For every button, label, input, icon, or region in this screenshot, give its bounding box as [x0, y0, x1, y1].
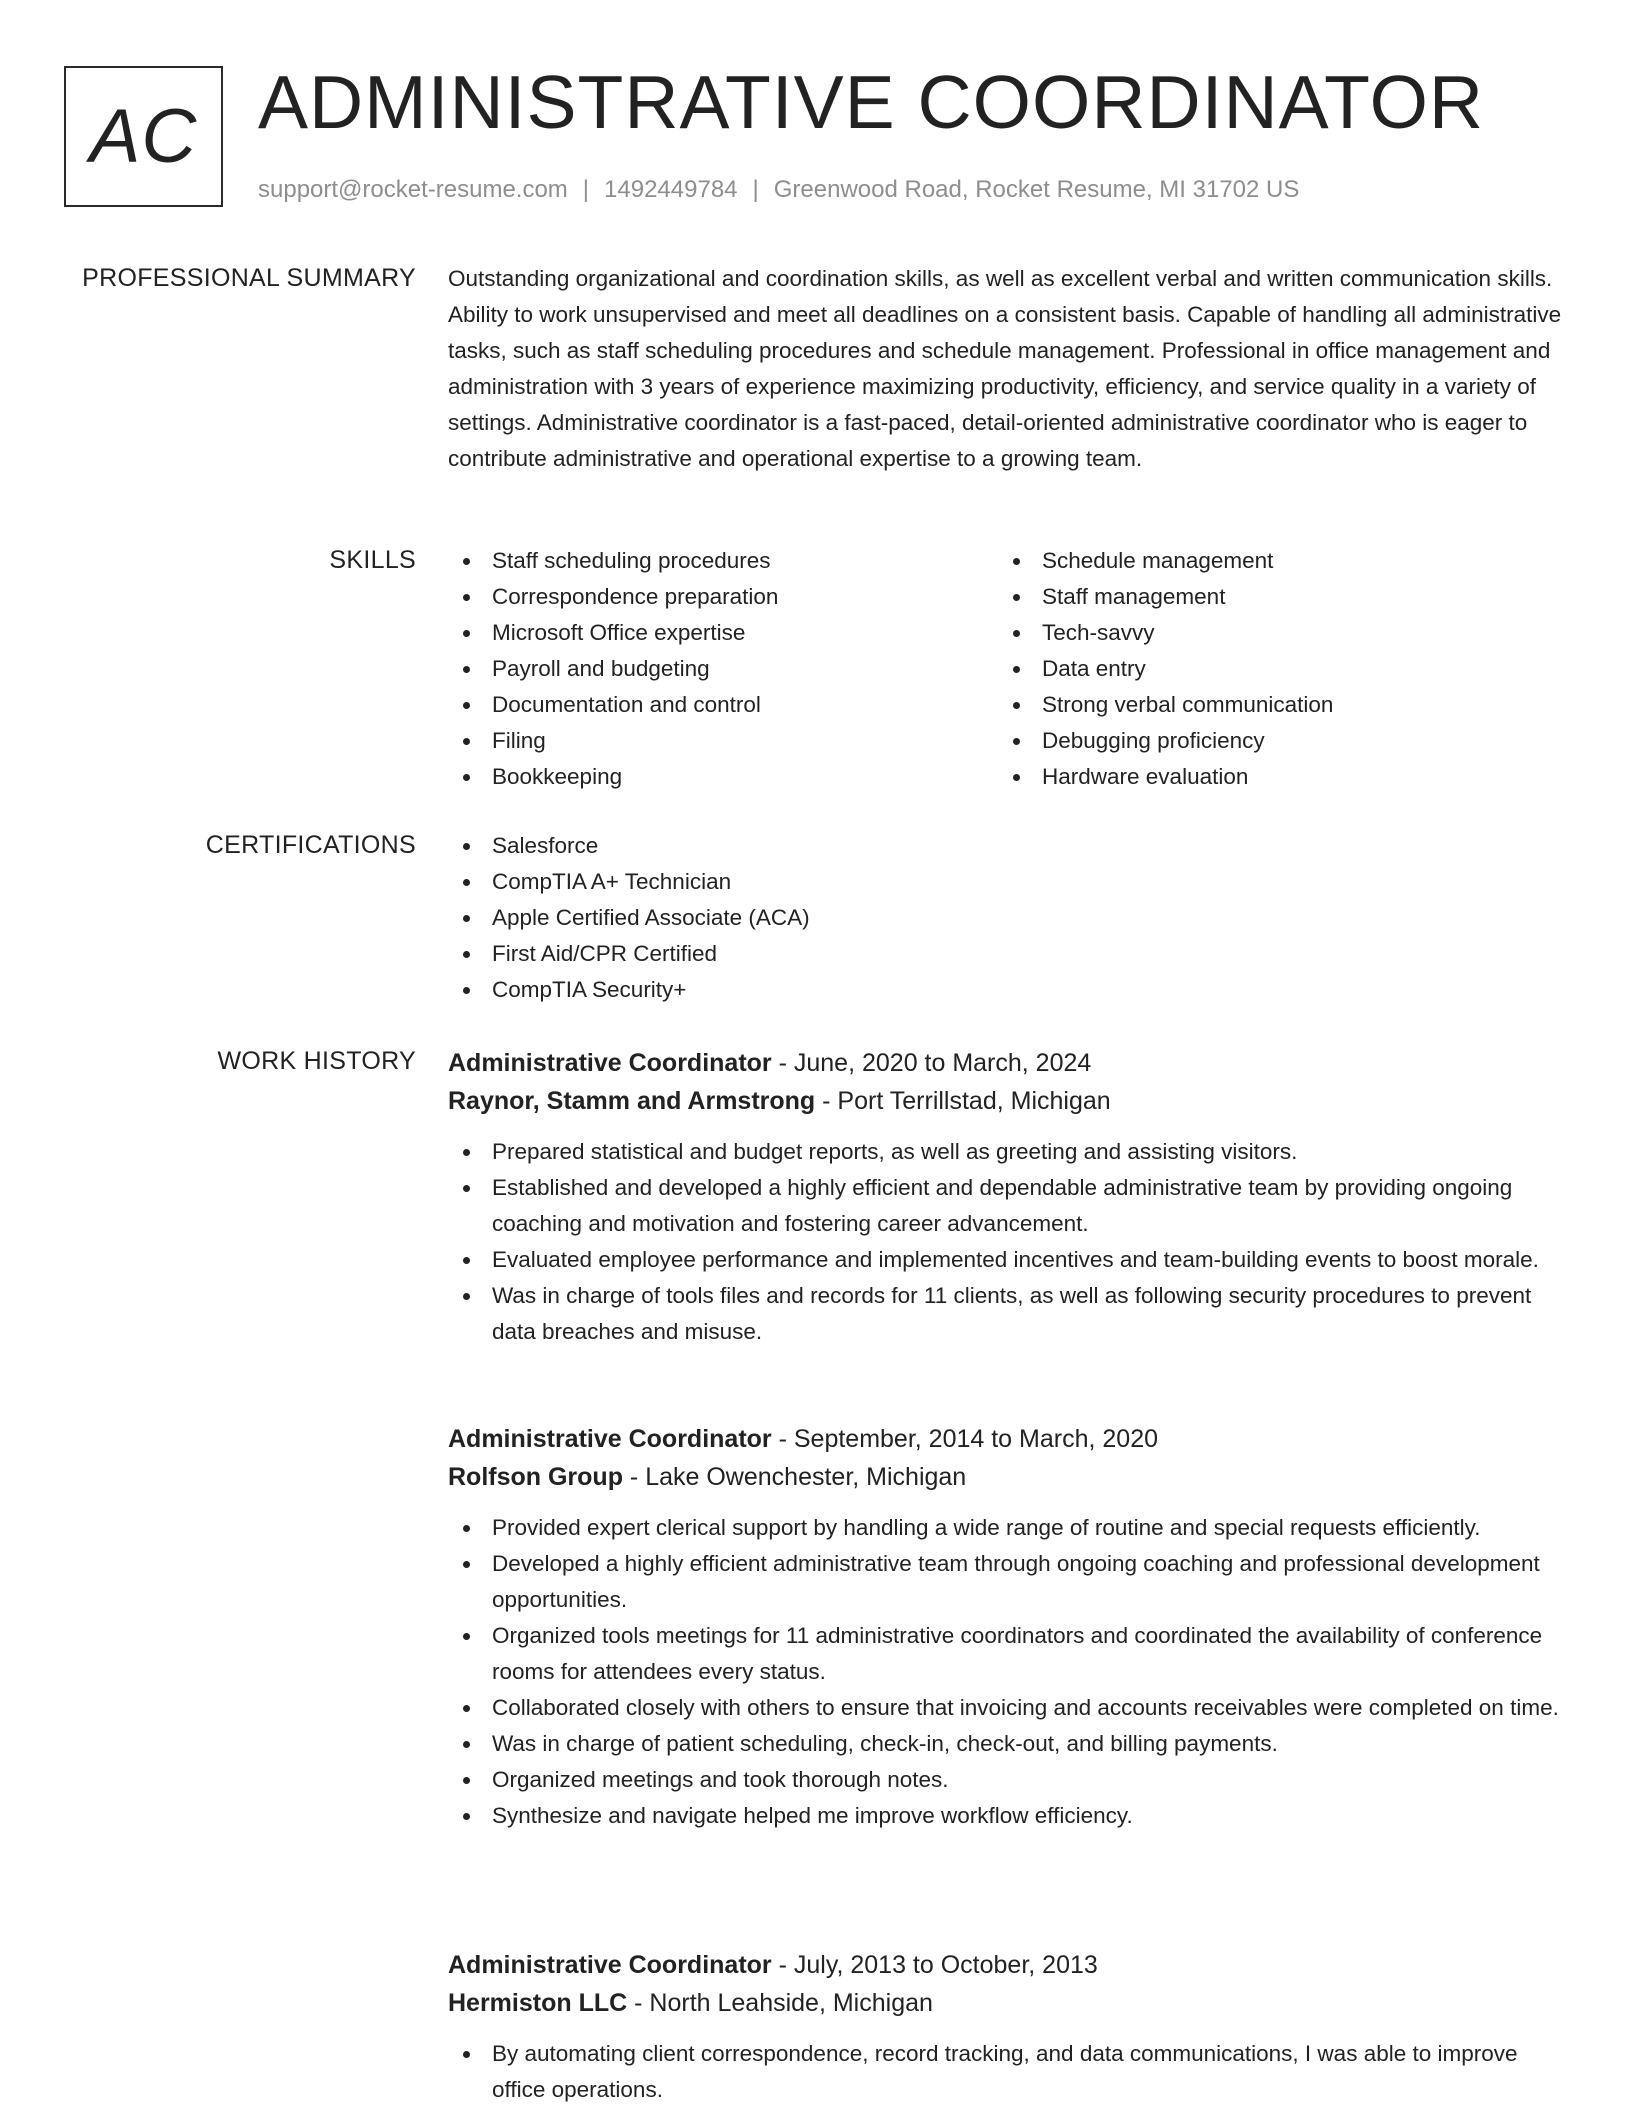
skill-item: Microsoft Office expertise — [448, 615, 998, 651]
job-location: - Port Terrillstad, Michigan — [815, 1087, 1111, 1115]
skill-item: Schedule management — [998, 543, 1548, 579]
skills-list — [448, 543, 1568, 795]
job-company: Hermiston LLC — [448, 1989, 628, 2017]
job-bullet: Was in charge of patient scheduling, check-in, check-out, and billing payments. — [448, 1726, 1568, 1762]
skill-item: Documentation and control — [448, 687, 998, 723]
section-label-work-history: WORK HISTORY — [217, 1047, 416, 1075]
summary-text: Outstanding organizational and coordination skills, as well as excellent verbal and written communication skills. Ability to work unsupervised and meet all deadlines on a consistent basis. Capable of handling all administrative tasks, such as staff scheduling procedures and schedule management. Professional in office management and administration with 3 years of experience maximizing productivity, efficiency, and service quality in a variety of settings. Administrative coordinator is a fast-paced, detail-oriented administrative coordinator who is eager to contribute administrative and operational expertise to a growing team. — [448, 266, 1562, 471]
job-bullet: Provided expert clerical support by handling a wide range of routine and special requests efficiently. — [448, 1510, 1568, 1546]
job-bullet: Evaluated employee performance and implemented incentives and team-building events to boost morale. — [448, 1242, 1568, 1278]
skill-item: Tech-savvy — [998, 615, 1548, 651]
skills-column-right — [998, 543, 1548, 795]
job-bullet: Collaborated closely with others to ensure that invoicing and accounts receivables were completed on time. — [448, 1690, 1568, 1726]
resume-title: ADMINISTRATIVE COORDINATOR — [258, 60, 1485, 144]
job-bullet: By automating client correspondence, record tracking, and data communications, I was able to improve office operations. — [448, 2036, 1568, 2108]
certification-item: First Aid/CPR Certified — [448, 936, 1568, 972]
job-title: Administrative Coordinator — [448, 1425, 772, 1453]
certifications-list — [448, 828, 1568, 1008]
skill-item: Hardware evaluation — [998, 759, 1548, 795]
contact-line — [258, 174, 1299, 206]
job-bullet: Was in charge of tools files and records for 11 clients, as well as following security procedures to prevent data breaches and misuse. — [448, 1278, 1568, 1350]
certification-item: Apple Certified Associate (ACA) — [448, 900, 1568, 936]
skill-item: Staff scheduling procedures — [448, 543, 998, 579]
job-bullet: Prepared statistical and budget reports, as well as greeting and assisting visitors. — [448, 1134, 1568, 1170]
job-bullets — [448, 1134, 1568, 1350]
skill-item: Filing — [448, 723, 998, 759]
contact-separator: | — [582, 176, 590, 203]
skill-item: Data entry — [998, 651, 1548, 687]
job-dates: - June, 2020 to March, 2024 — [771, 1049, 1092, 1077]
job-entry — [448, 1044, 1568, 1350]
job-entry — [448, 1420, 1568, 1834]
job-bullet: Organized tools meetings for 11 administrative coordinators and coordinated the availability of conference rooms for attendees every status. — [448, 1618, 1568, 1690]
section-label-certifications: CERTIFICATIONS — [205, 831, 416, 859]
contact-phone[interactable]: 1492449784 — [604, 176, 738, 203]
job-company: Raynor, Stamm and Armstrong — [448, 1087, 816, 1115]
job-title-line — [448, 1044, 1568, 1082]
job-bullet: Established and developed a highly efficient and dependable administrative team by providing ongoing coaching and motivation and fostering career advancement. — [448, 1170, 1568, 1242]
job-location: - North Leahside, Michigan — [627, 1989, 933, 2017]
contact-address: Greenwood Road, Rocket Resume, MI 31702 US — [773, 176, 1300, 203]
job-location: - Lake Owenchester, Michigan — [622, 1463, 967, 1491]
section-label-summary: PROFESSIONAL SUMMARY — [82, 264, 416, 292]
certification-item: CompTIA A+ Technician — [448, 864, 1568, 900]
skill-item: Payroll and budgeting — [448, 651, 998, 687]
skill-item: Staff management — [998, 579, 1548, 615]
job-bullets — [448, 1510, 1568, 1834]
job-title-line — [448, 1420, 1568, 1458]
job-bullet: Synthesize and navigate helped me improve workflow efficiency. — [448, 1798, 1568, 1834]
job-bullet: Organized meetings and took thorough notes. — [448, 1762, 1568, 1798]
job-dates: - July, 2013 to October, 2013 — [771, 1951, 1098, 1979]
job-bullets — [448, 2036, 1568, 2108]
monogram-logo: AC — [64, 66, 223, 207]
skill-item: Bookkeeping — [448, 759, 998, 795]
job-dates: - September, 2014 to March, 2020 — [771, 1425, 1158, 1453]
job-company-line — [448, 1984, 1568, 2022]
contact-email[interactable]: support@rocket-resume.com — [258, 176, 568, 203]
section-label-skills: SKILLS — [329, 546, 416, 574]
certification-item: CompTIA Security+ — [448, 972, 1568, 1008]
job-company-line — [448, 1458, 1568, 1496]
skills-column-left — [448, 543, 998, 795]
certification-item: Salesforce — [448, 828, 1568, 864]
job-entry — [448, 1946, 1568, 2108]
contact-separator: | — [752, 176, 759, 203]
job-bullet: Developed a highly efficient administrative team through ongoing coaching and professional development opportunities. — [448, 1546, 1568, 1618]
skill-item: Strong verbal communication — [998, 687, 1548, 723]
job-title: Administrative Coordinator — [448, 1049, 772, 1077]
job-title-line — [448, 1946, 1568, 1984]
job-title: Administrative Coordinator — [448, 1951, 772, 1979]
job-company-line — [448, 1082, 1568, 1120]
skill-item: Correspondence preparation — [448, 579, 998, 615]
skill-item: Debugging proficiency — [998, 723, 1548, 759]
job-company: Rolfson Group — [448, 1463, 623, 1491]
